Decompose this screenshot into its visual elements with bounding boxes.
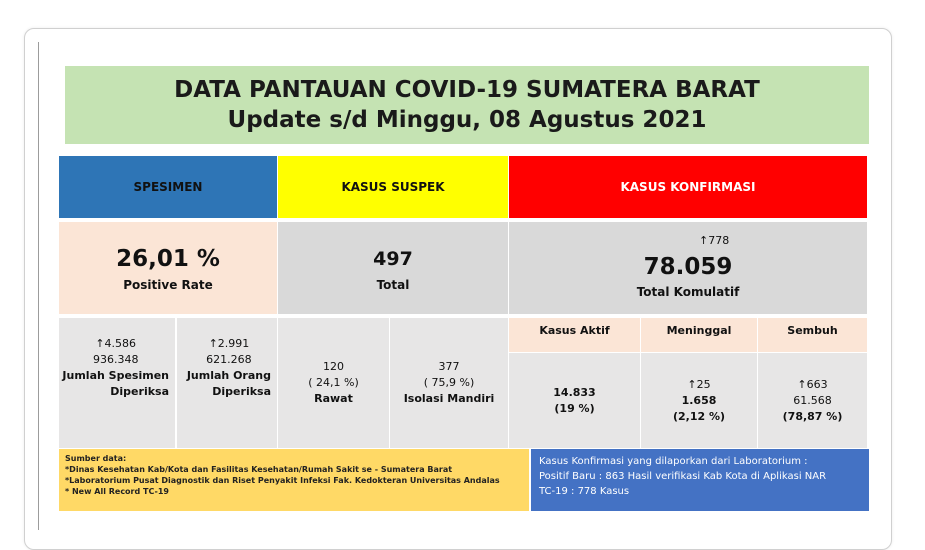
jumlah-orang-cell — [177, 318, 277, 448]
laboratorium-note-box — [531, 449, 869, 511]
note-line-1: Kasus Konfirmasi yang dilaporkan dari Laboratorium : — [539, 456, 808, 467]
kasus-aktif-header: Kasus Aktif — [509, 318, 640, 352]
jumlah-spesimen-value: 936.348 — [92, 353, 139, 366]
title-line-2: Update s/d Minggu, 08 Agustus 2021 — [227, 107, 707, 133]
sembuh-header: Sembuh — [758, 318, 867, 352]
title-line-1: DATA PANTAUAN COVID-19 SUMATERA BARAT — [174, 77, 760, 103]
jumlah-spesimen-cell — [59, 318, 175, 448]
meninggal-header: Meninggal — [641, 318, 757, 352]
isolasi-mandiri-value: 377 — [438, 360, 460, 373]
meninggal-cell — [641, 353, 757, 448]
isolasi-mandiri-label: Isolasi Mandiri — [403, 392, 495, 405]
rawat-cell — [278, 318, 389, 448]
positive-rate-label: Positive Rate — [123, 278, 213, 292]
jumlah-orang-label-2: Diperiksa — [212, 385, 271, 398]
konfirmasi-total-value: 78.059 — [643, 254, 733, 280]
kasus-aktif-percent: (19 %) — [554, 401, 595, 415]
sumber-line-2: *Laboratorium Pusat Diagnostik dan Riset Penyakit Infeksi Fak. Kedokteran Universitas Andalas — [65, 476, 500, 485]
konfirmasi-increase: ↑778 — [699, 234, 730, 247]
suspek-total-value: 497 — [373, 248, 413, 270]
sembuh-value: 61.568 — [793, 393, 832, 407]
suspek-total-panel — [278, 222, 508, 314]
kasus-aktif-value: 14.833 — [553, 385, 596, 399]
jumlah-orang-label-1: Jumlah Orang — [186, 369, 271, 382]
sembuh-increase: ↑663 — [797, 377, 828, 391]
meninggal-value: 1.658 — [681, 393, 717, 407]
konfirmasi-total-label: Total Komulatif — [636, 285, 740, 299]
positive-rate-panel — [59, 222, 277, 314]
jumlah-spesimen-label-1: Jumlah Spesimen — [62, 369, 169, 382]
rawat-percent: ( 24,1 %) — [308, 376, 359, 389]
header-kasus-konfirmasi: KASUS KONFIRMASI — [509, 156, 867, 218]
sumber-line-3: * New All Record TC-19 — [65, 487, 169, 496]
rawat-label: Rawat — [314, 392, 353, 405]
frame-divider — [38, 42, 39, 530]
note-line-3: TC-19 : 778 Kasus — [539, 486, 630, 497]
sembuh-cell — [758, 353, 867, 448]
meninggal-percent: (2,12 %) — [672, 409, 726, 423]
jumlah-orang-value: 621.268 — [206, 353, 252, 366]
header-spesimen: SPESIMEN — [59, 156, 277, 218]
positive-rate-value: 26,01 % — [116, 246, 220, 272]
isolasi-mandiri-percent: ( 75,9 %) — [423, 376, 475, 389]
sumber-data-box — [59, 449, 529, 511]
sumber-heading: Sumber data: — [65, 454, 127, 463]
jumlah-spesimen-label-2: Diperiksa — [110, 385, 169, 398]
header-kasus-suspek: KASUS SUSPEK — [278, 156, 508, 218]
rawat-value: 120 — [323, 360, 344, 373]
konfirmasi-total-panel — [509, 222, 867, 314]
meninggal-increase: ↑25 — [687, 377, 711, 391]
sumber-line-1: *Dinas Kesehatan Kab/Kota dan Fasilitas Kesehatan/Rumah Sakit se - Sumatera Barat — [65, 465, 453, 474]
isolasi-mandiri-cell — [390, 318, 508, 448]
suspek-total-label: Total — [376, 278, 410, 292]
kasus-aktif-cell — [509, 353, 640, 448]
title-banner — [65, 66, 869, 144]
sembuh-percent: (78,87 %) — [782, 409, 843, 423]
note-line-2: Positif Baru : 863 Hasil verifikasi Kab Kota di Aplikasi NAR — [539, 471, 827, 482]
jumlah-spesimen-increase: ↑4.586 — [95, 337, 137, 350]
jumlah-orang-increase: ↑2.991 — [208, 337, 250, 350]
